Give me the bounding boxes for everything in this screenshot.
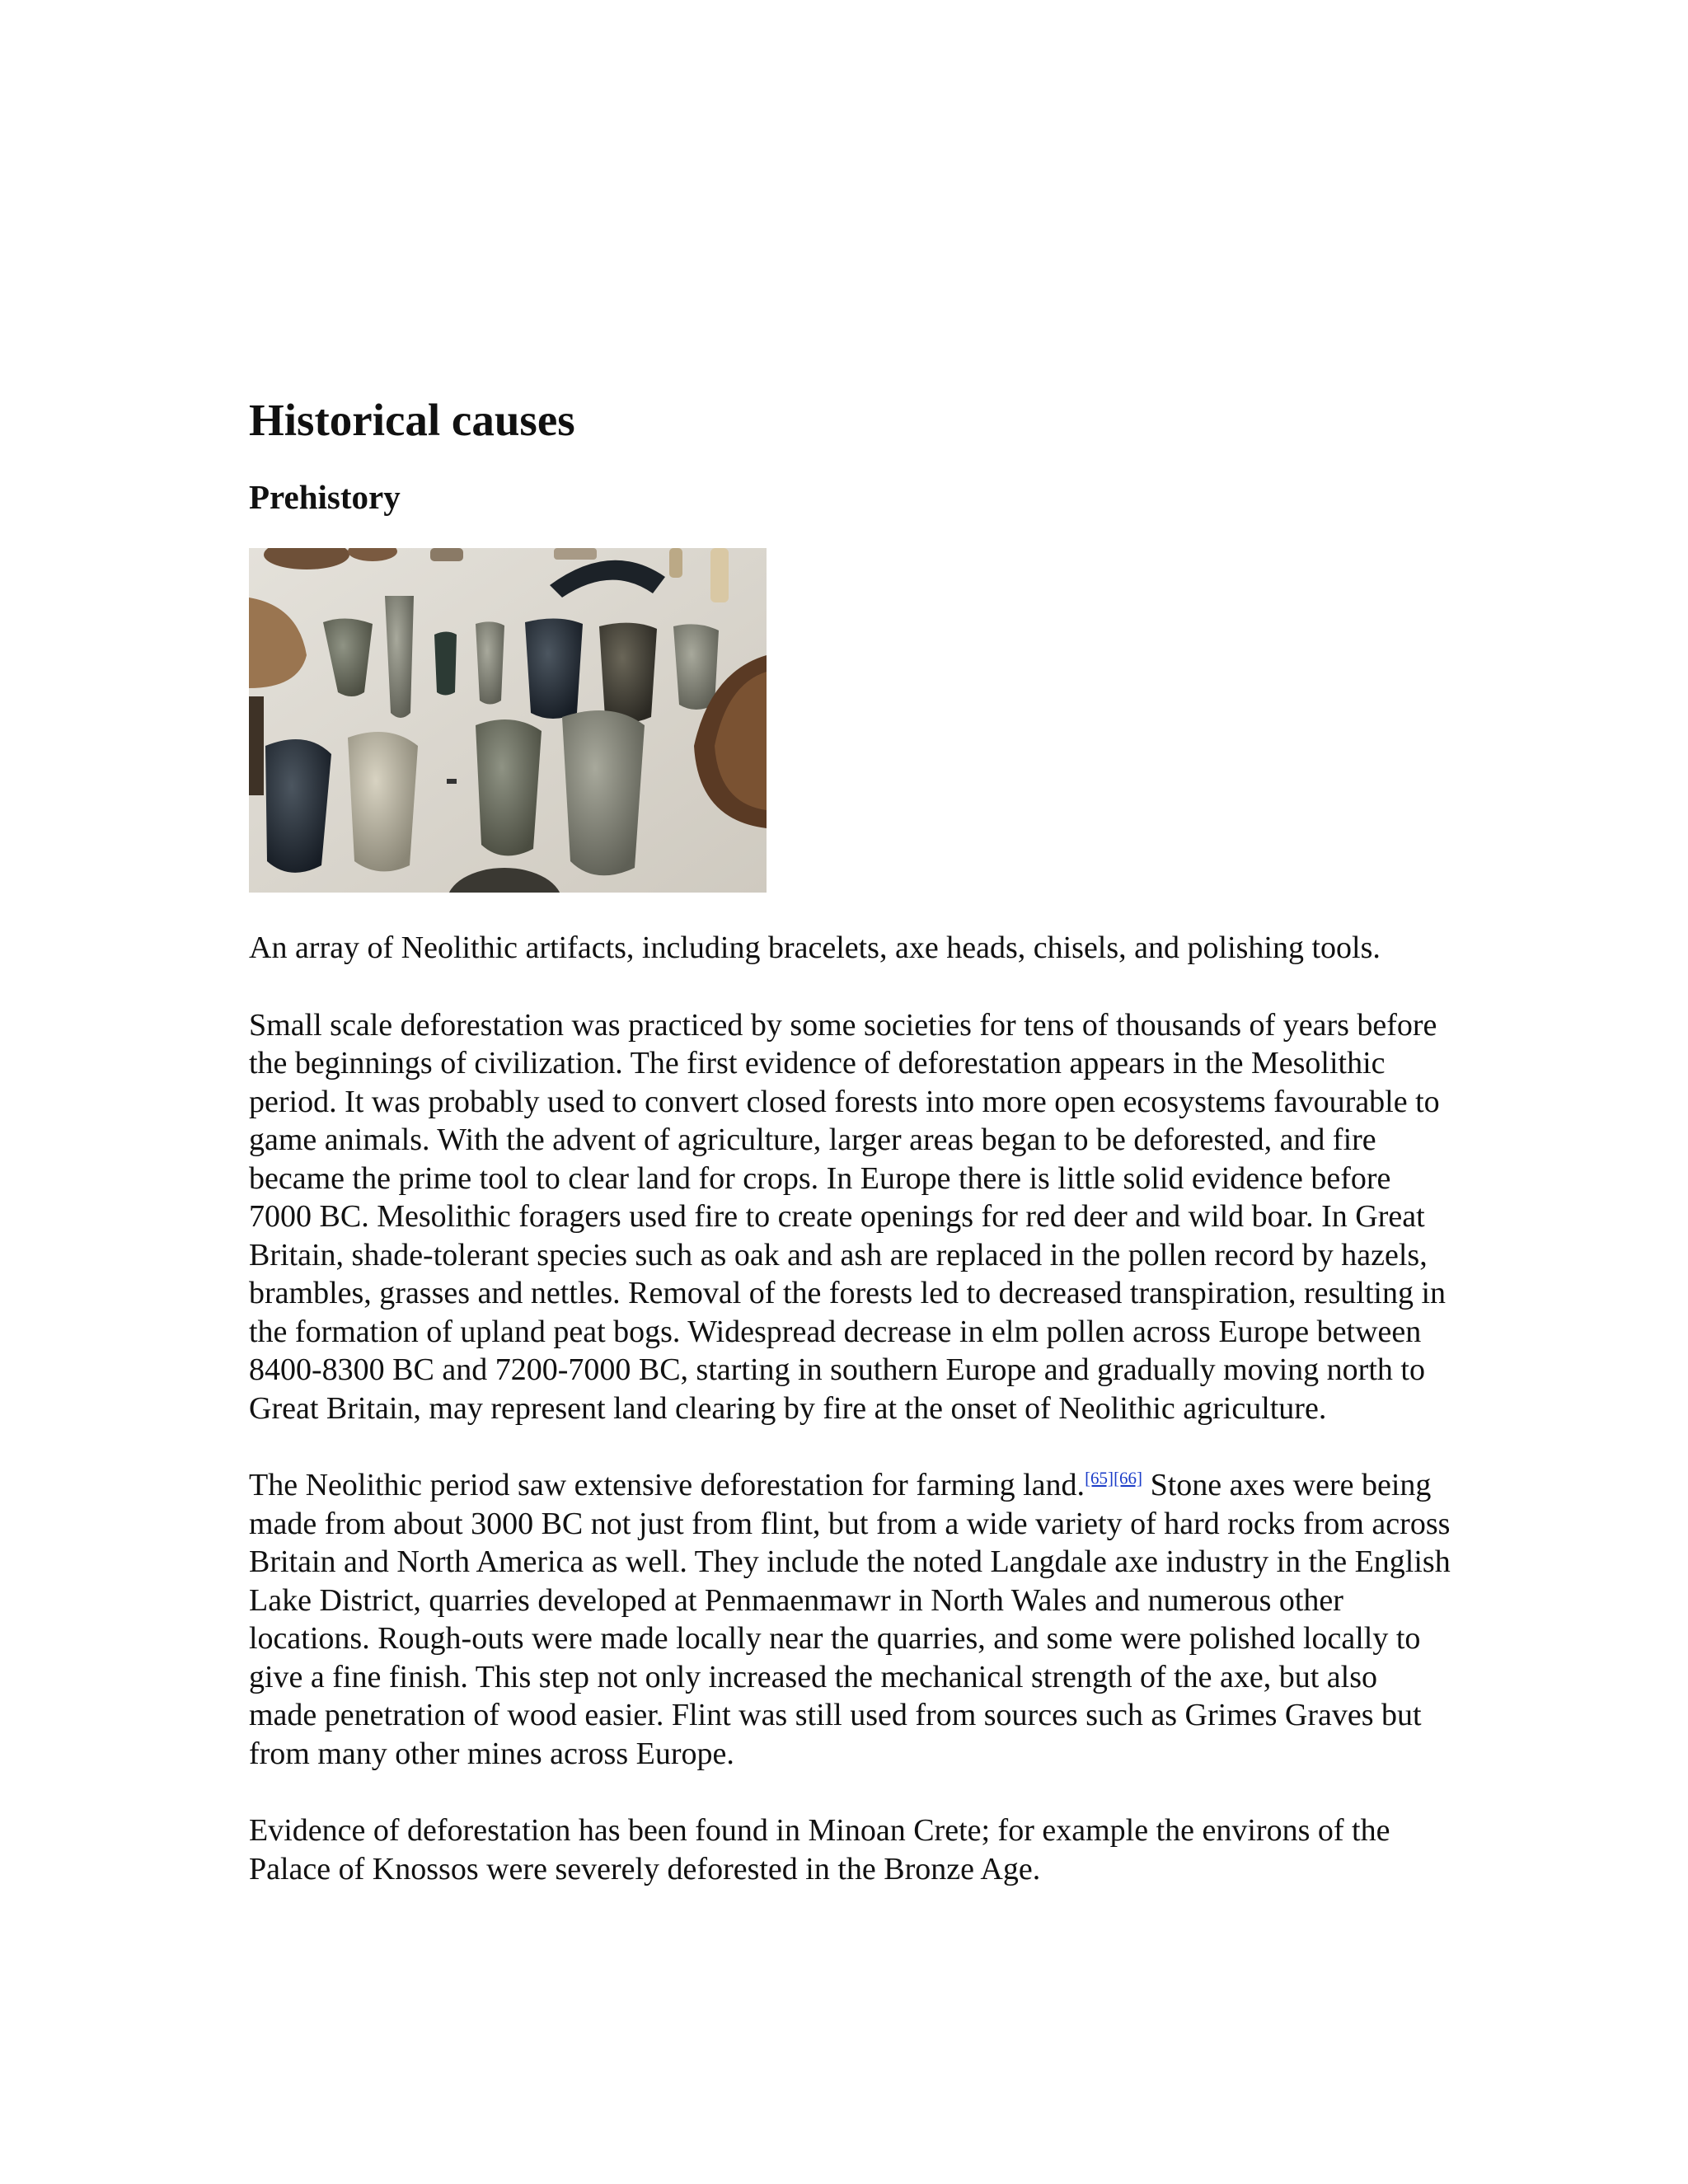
paragraph-neolithic-intro: The Neolithic period saw extensive deforestation for farming land. [249,1468,1085,1502]
citation-link-66[interactable]: [66] [1114,1468,1143,1488]
article-body [249,394,1452,1888]
artifacts-illustration [249,548,767,893]
section-heading: Historical causes [249,395,575,445]
image-caption: An array of Neolithic artifacts, including bracelets, axe heads, chisels, and polishing tools. [249,930,1381,965]
subsection-heading: Prehistory [249,478,401,516]
paragraph-neolithic-body: Stone axes were being made from about 3000 BC not just from flint, but from a wide variety of hard rocks from across Britain and North America as well. They include the noted Langdale axe industry in the English Lake District, quarries developed at Penmaenmawr in North Wales and numerous other locations. Rough-outs were made locally near the quarries, and some were polished locally to give a fine finish. This step not only increased the mechanical strength of the axe, but also made penetration of wood easier. Flint was still used from sources such as Grimes Graves but from many other mines across Europe. [249,1468,1451,1771]
paragraph-minoan: Evidence of deforestation has been found in Minoan Crete; for example the environs of the Palace of Knossos were severely deforested in the Bronze Age. [249,1813,1390,1886]
paragraph-neolithic [249,1466,1452,1773]
neolithic-artifacts-image [249,548,767,893]
citation-link-65[interactable]: [65] [1085,1468,1114,1488]
paragraph-mesolithic: Small scale deforestation was practiced by some societies for tens of thousands of years before the beginnings of civilization. The first evidence of deforestation appears in the Mesolithic period. It was probably used to convert closed forests into more open ecosystems favourable to game animals. With the advent of agriculture, larger areas began to be deforested, and fire became the prime tool to clear land for crops. In Europe there is little solid evidence before 7000 BC. Mesolithic foragers used fire to create openings for red deer and wild boar. In Great Britain, shade-tolerant species such as oak and ash are replaced in the pollen record by hazels, brambles, grasses and nettles. Removal of the forests led to decreased transpiration, resulting in the formation of upland peat bogs. Widespread decrease in elm pollen across Europe between 8400-8300 BC and 7200-7000 BC, starting in southern Europe and gradually moving north to Great Britain, may represent land clearing by fire at the onset of Neolithic agriculture. [249,1007,1447,1426]
